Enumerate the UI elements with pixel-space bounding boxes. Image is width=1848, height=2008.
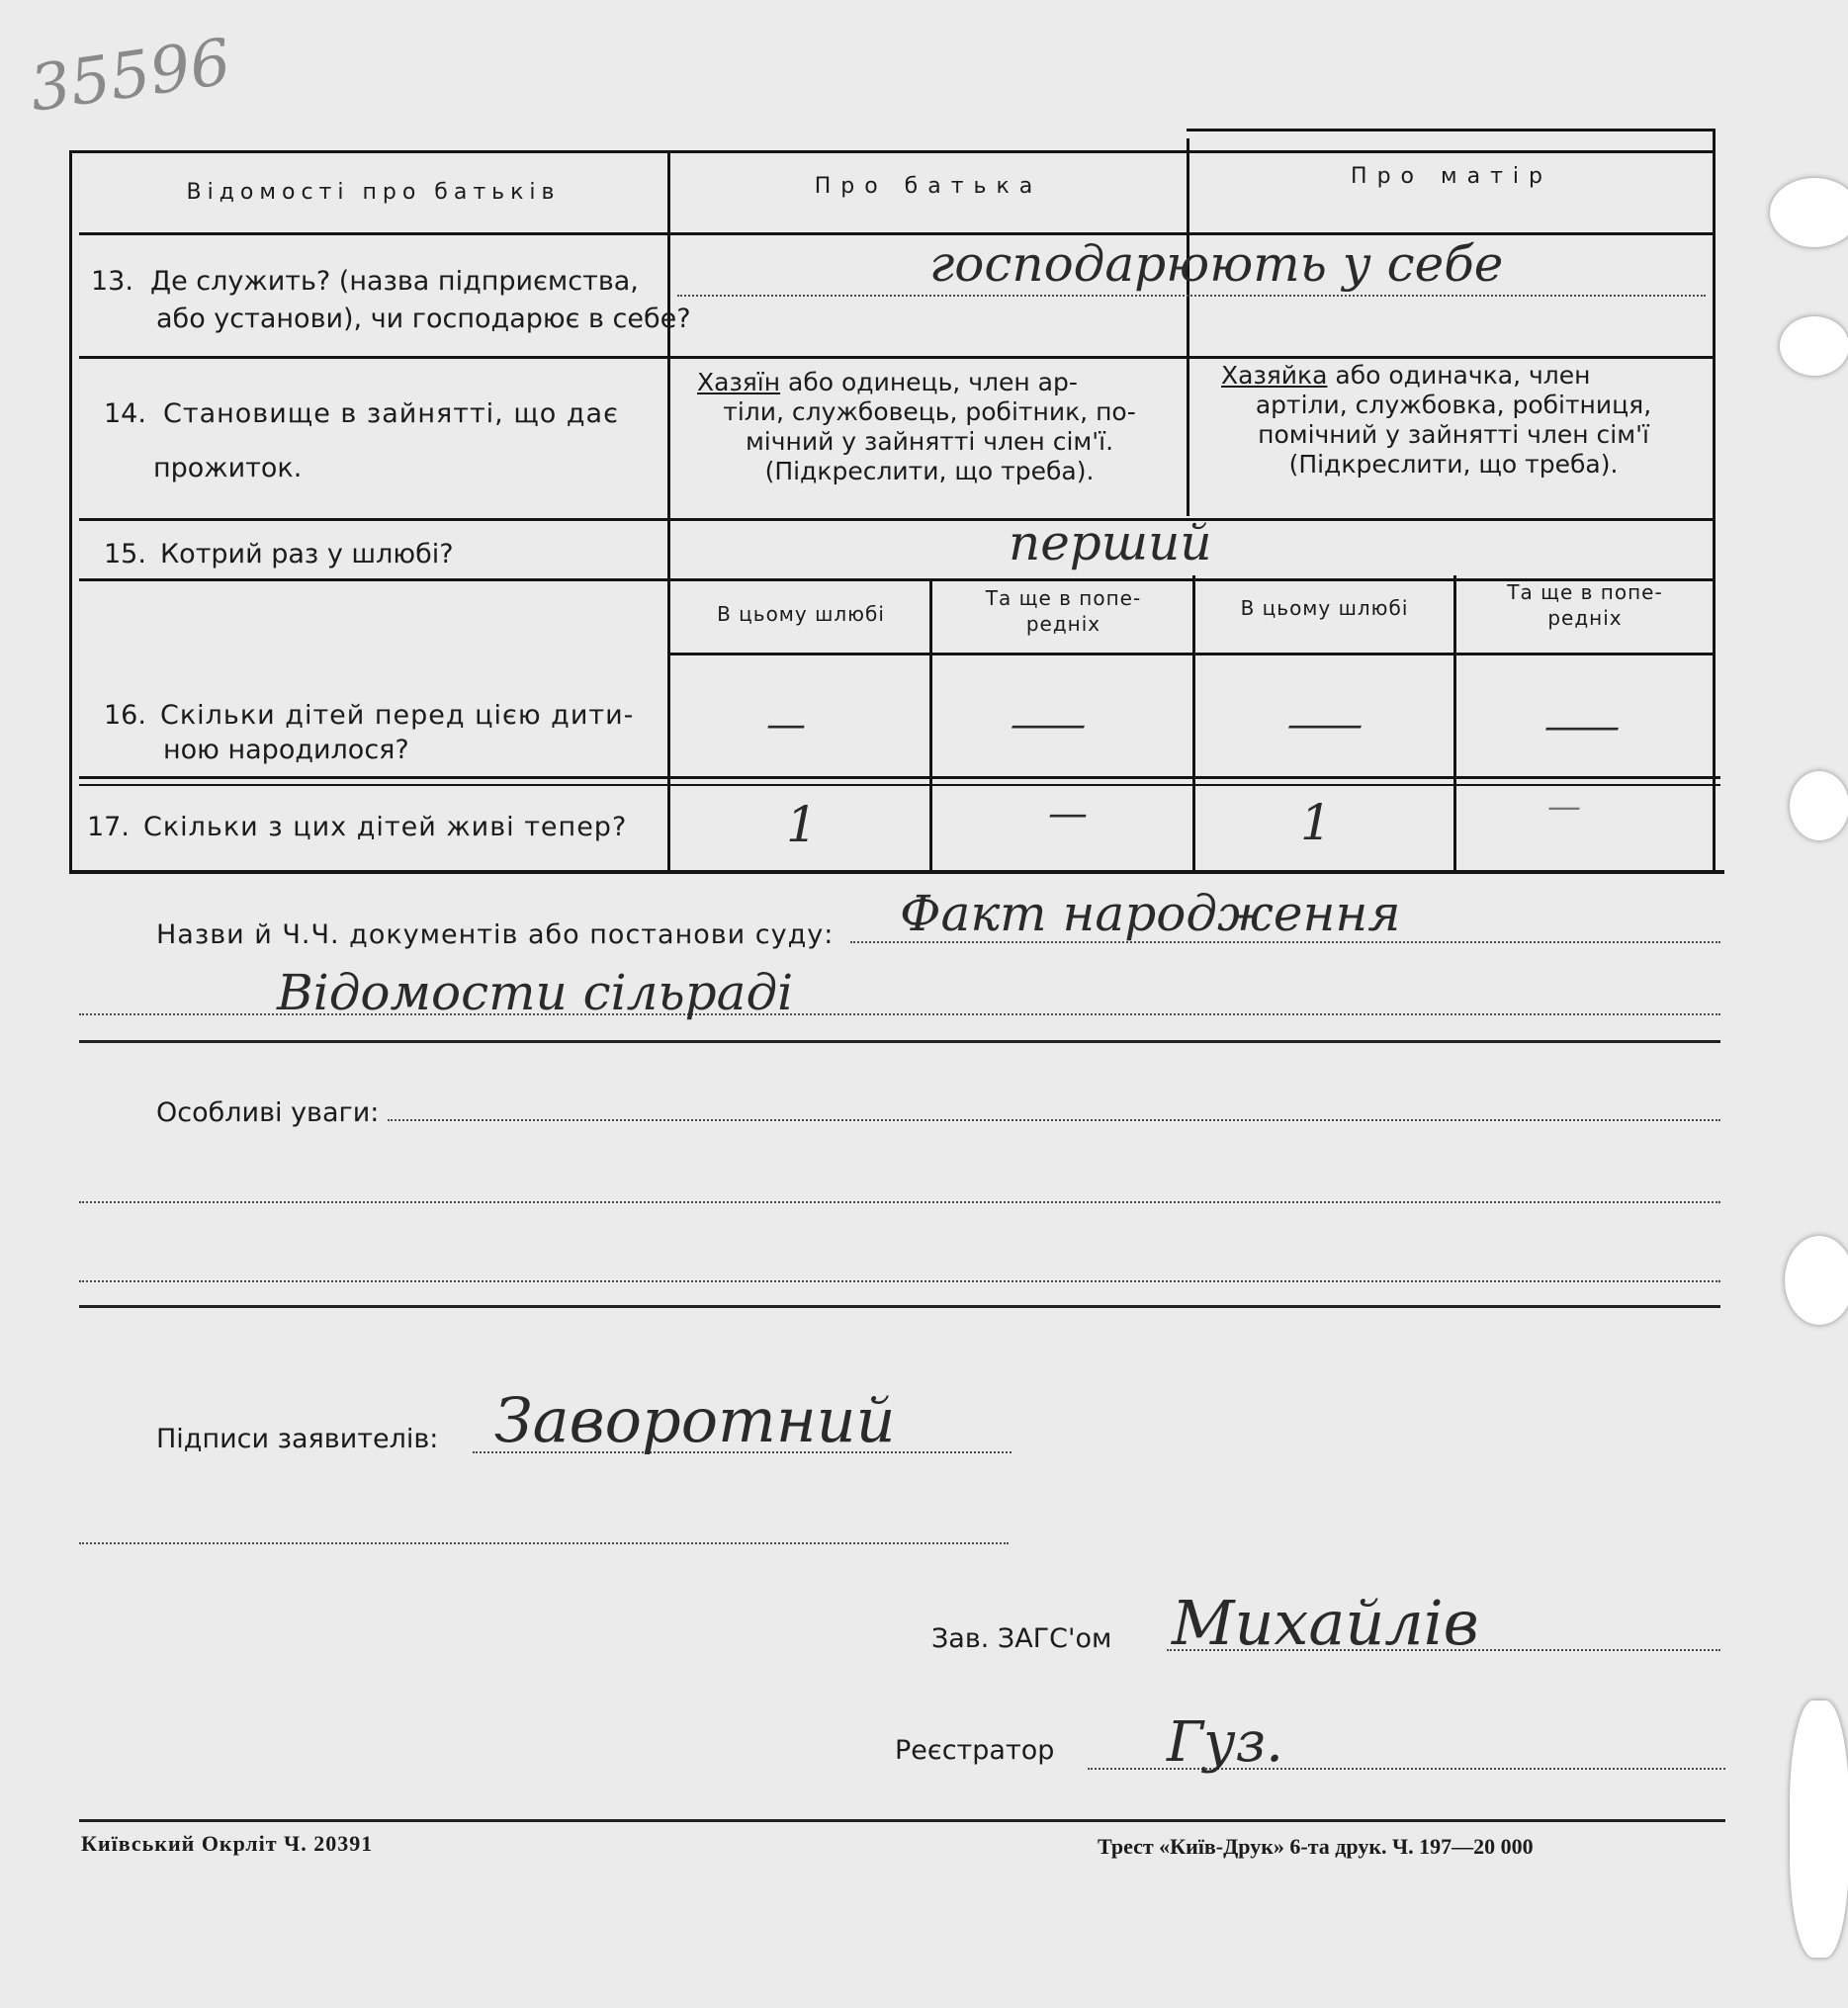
- page-damage: [1770, 178, 1848, 247]
- q14-mother-option-owner: Хазяйка: [1221, 361, 1328, 390]
- q14-question-line1: Становище в зайнятті, що дає: [163, 398, 619, 429]
- registrar-label: Реєстратор: [895, 1735, 1055, 1766]
- registrar-signature: Гуз.: [1167, 1710, 1283, 1775]
- q16-question-line2: ною народилося?: [163, 735, 409, 765]
- footer-rule: [79, 1819, 1725, 1822]
- page-damage: [1780, 316, 1848, 376]
- row-separator-13: [79, 356, 1716, 359]
- q14-father-options-line3: мічний у зайнятті член сім'ї.: [745, 427, 1114, 456]
- q14-mother-options-line4: (Підкреслити, що треба).: [1288, 450, 1619, 479]
- q17-father-this-value: 1: [786, 796, 818, 853]
- remarks-label: Особливі уваги:: [156, 1097, 380, 1128]
- table-border-bottom: [69, 870, 1724, 874]
- applicants-signature-label: Підписи заявителів:: [156, 1424, 439, 1454]
- table-border-top: [69, 150, 1713, 153]
- subheader-mother-previous-line2: редніх: [1547, 606, 1623, 630]
- row-separator-16b: [79, 784, 1720, 786]
- header-mother: Про матір: [1351, 164, 1552, 189]
- q13-answer: господарюють у себе: [929, 235, 1504, 293]
- subheader-mother-this-marriage: В цьому шлюбі: [1240, 596, 1409, 620]
- header-parents-info: Відомості про батьків: [186, 180, 561, 205]
- applicants-signature-line-2: [79, 1542, 1009, 1544]
- remarks-divider: [79, 1305, 1720, 1308]
- q14-number: 14.: [104, 398, 146, 429]
- page-damage: [1785, 1236, 1848, 1325]
- q16-number: 16.: [104, 700, 146, 731]
- remarks-line-1: [388, 1119, 1720, 1121]
- table-border-right: [1713, 129, 1716, 872]
- subheader-father-previous-line1: Та ще в попе-: [985, 586, 1142, 610]
- footer-printer-left: Київський Окрліт Ч. 20391: [81, 1831, 374, 1856]
- q15-number: 15.: [104, 539, 146, 569]
- remarks-line-3: [79, 1280, 1720, 1282]
- q14-father-options-line2: тіли, службовець, робітник, по-: [723, 397, 1136, 426]
- remarks-line-2: [79, 1201, 1720, 1203]
- applicants-signature: Заворотний: [494, 1384, 896, 1456]
- q14-mother-options-line2: артіли, службовка, робітниця,: [1255, 391, 1652, 419]
- q16-mother-previous-value: —: [1542, 704, 1622, 749]
- documents-value-line1: Факт народження: [900, 885, 1401, 942]
- q17-mother-this-value: 1: [1300, 794, 1332, 851]
- q13-question-line1: Де служить? (назва підприємства,: [150, 266, 639, 297]
- q14-father-option-owner: Хазяїн: [697, 368, 781, 396]
- q17-question: Скільки з цих дітей живі тепер?: [143, 812, 628, 842]
- q14-father-options-line4: (Підкреслити, що треба).: [764, 457, 1095, 485]
- col-separator-1: [667, 150, 670, 872]
- q13-answer-line: [677, 295, 1706, 297]
- head-of-registry-label: Зав. ЗАГС'ом: [931, 1623, 1112, 1654]
- subheader-father-previous: [932, 585, 1194, 637]
- q16-mother-this-value: —: [1285, 702, 1364, 747]
- documents-divider: [79, 1040, 1720, 1043]
- q17-number: 17.: [87, 812, 130, 842]
- q16-question-line1: Скільки дітей перед цією дити-: [160, 700, 635, 731]
- row-separator-16: [79, 776, 1720, 779]
- q13-number: 13.: [91, 266, 133, 297]
- q17-mother-previous-value: —: [1547, 787, 1581, 827]
- q14-father-options: [682, 368, 1177, 486]
- q13-question-line2: або установи), чи господарює в себе?: [156, 304, 691, 334]
- q14-question-line2: прожиток.: [153, 453, 303, 483]
- head-of-registry-signature: Михайлів: [1172, 1587, 1479, 1659]
- table-border-top-right: [1187, 129, 1716, 131]
- row-separator-sub: [670, 653, 1716, 655]
- page-damage: [1790, 1701, 1848, 1958]
- q15-answer: перший: [1009, 514, 1212, 571]
- q17-father-previous-value: —: [1048, 791, 1088, 836]
- footer-printer-right: Трест «Київ-Друк» 6-та друк. Ч. 197—20 000: [1098, 1834, 1534, 1859]
- q14-mother-options: [1201, 361, 1706, 480]
- q15-question: Котрий раз у шлюбі?: [160, 539, 454, 569]
- q16-father-previous-value: —: [1009, 702, 1088, 747]
- documents-label: Назви й Ч.Ч. документів або постанови суду:: [156, 919, 835, 950]
- q14-mother-options-line3: помічний у зайнятті член сім'ї: [1258, 420, 1649, 449]
- table-border-left: [69, 150, 72, 873]
- q14-mother-options-line1: або одиначка, член: [1327, 361, 1591, 390]
- col-separator-2: [1187, 138, 1189, 516]
- subheader-mother-previous-line1: Та ще в попе-: [1507, 580, 1663, 604]
- subheader-father-this-marriage: В цьому шлюбі: [717, 602, 885, 626]
- row-separator-14: [79, 518, 1716, 521]
- q14-father-options-line1: або одинець, член ар-: [780, 368, 1078, 396]
- subheader-mother-previous: [1456, 579, 1714, 631]
- archive-number: 35596: [25, 26, 235, 127]
- header-father: Про батька: [814, 174, 1043, 199]
- page-damage: [1790, 771, 1848, 840]
- documents-value-line2: Відомости сільраді: [277, 964, 794, 1021]
- subheader-father-previous-line2: редніх: [1025, 612, 1101, 636]
- q16-father-this-value: —: [766, 702, 806, 747]
